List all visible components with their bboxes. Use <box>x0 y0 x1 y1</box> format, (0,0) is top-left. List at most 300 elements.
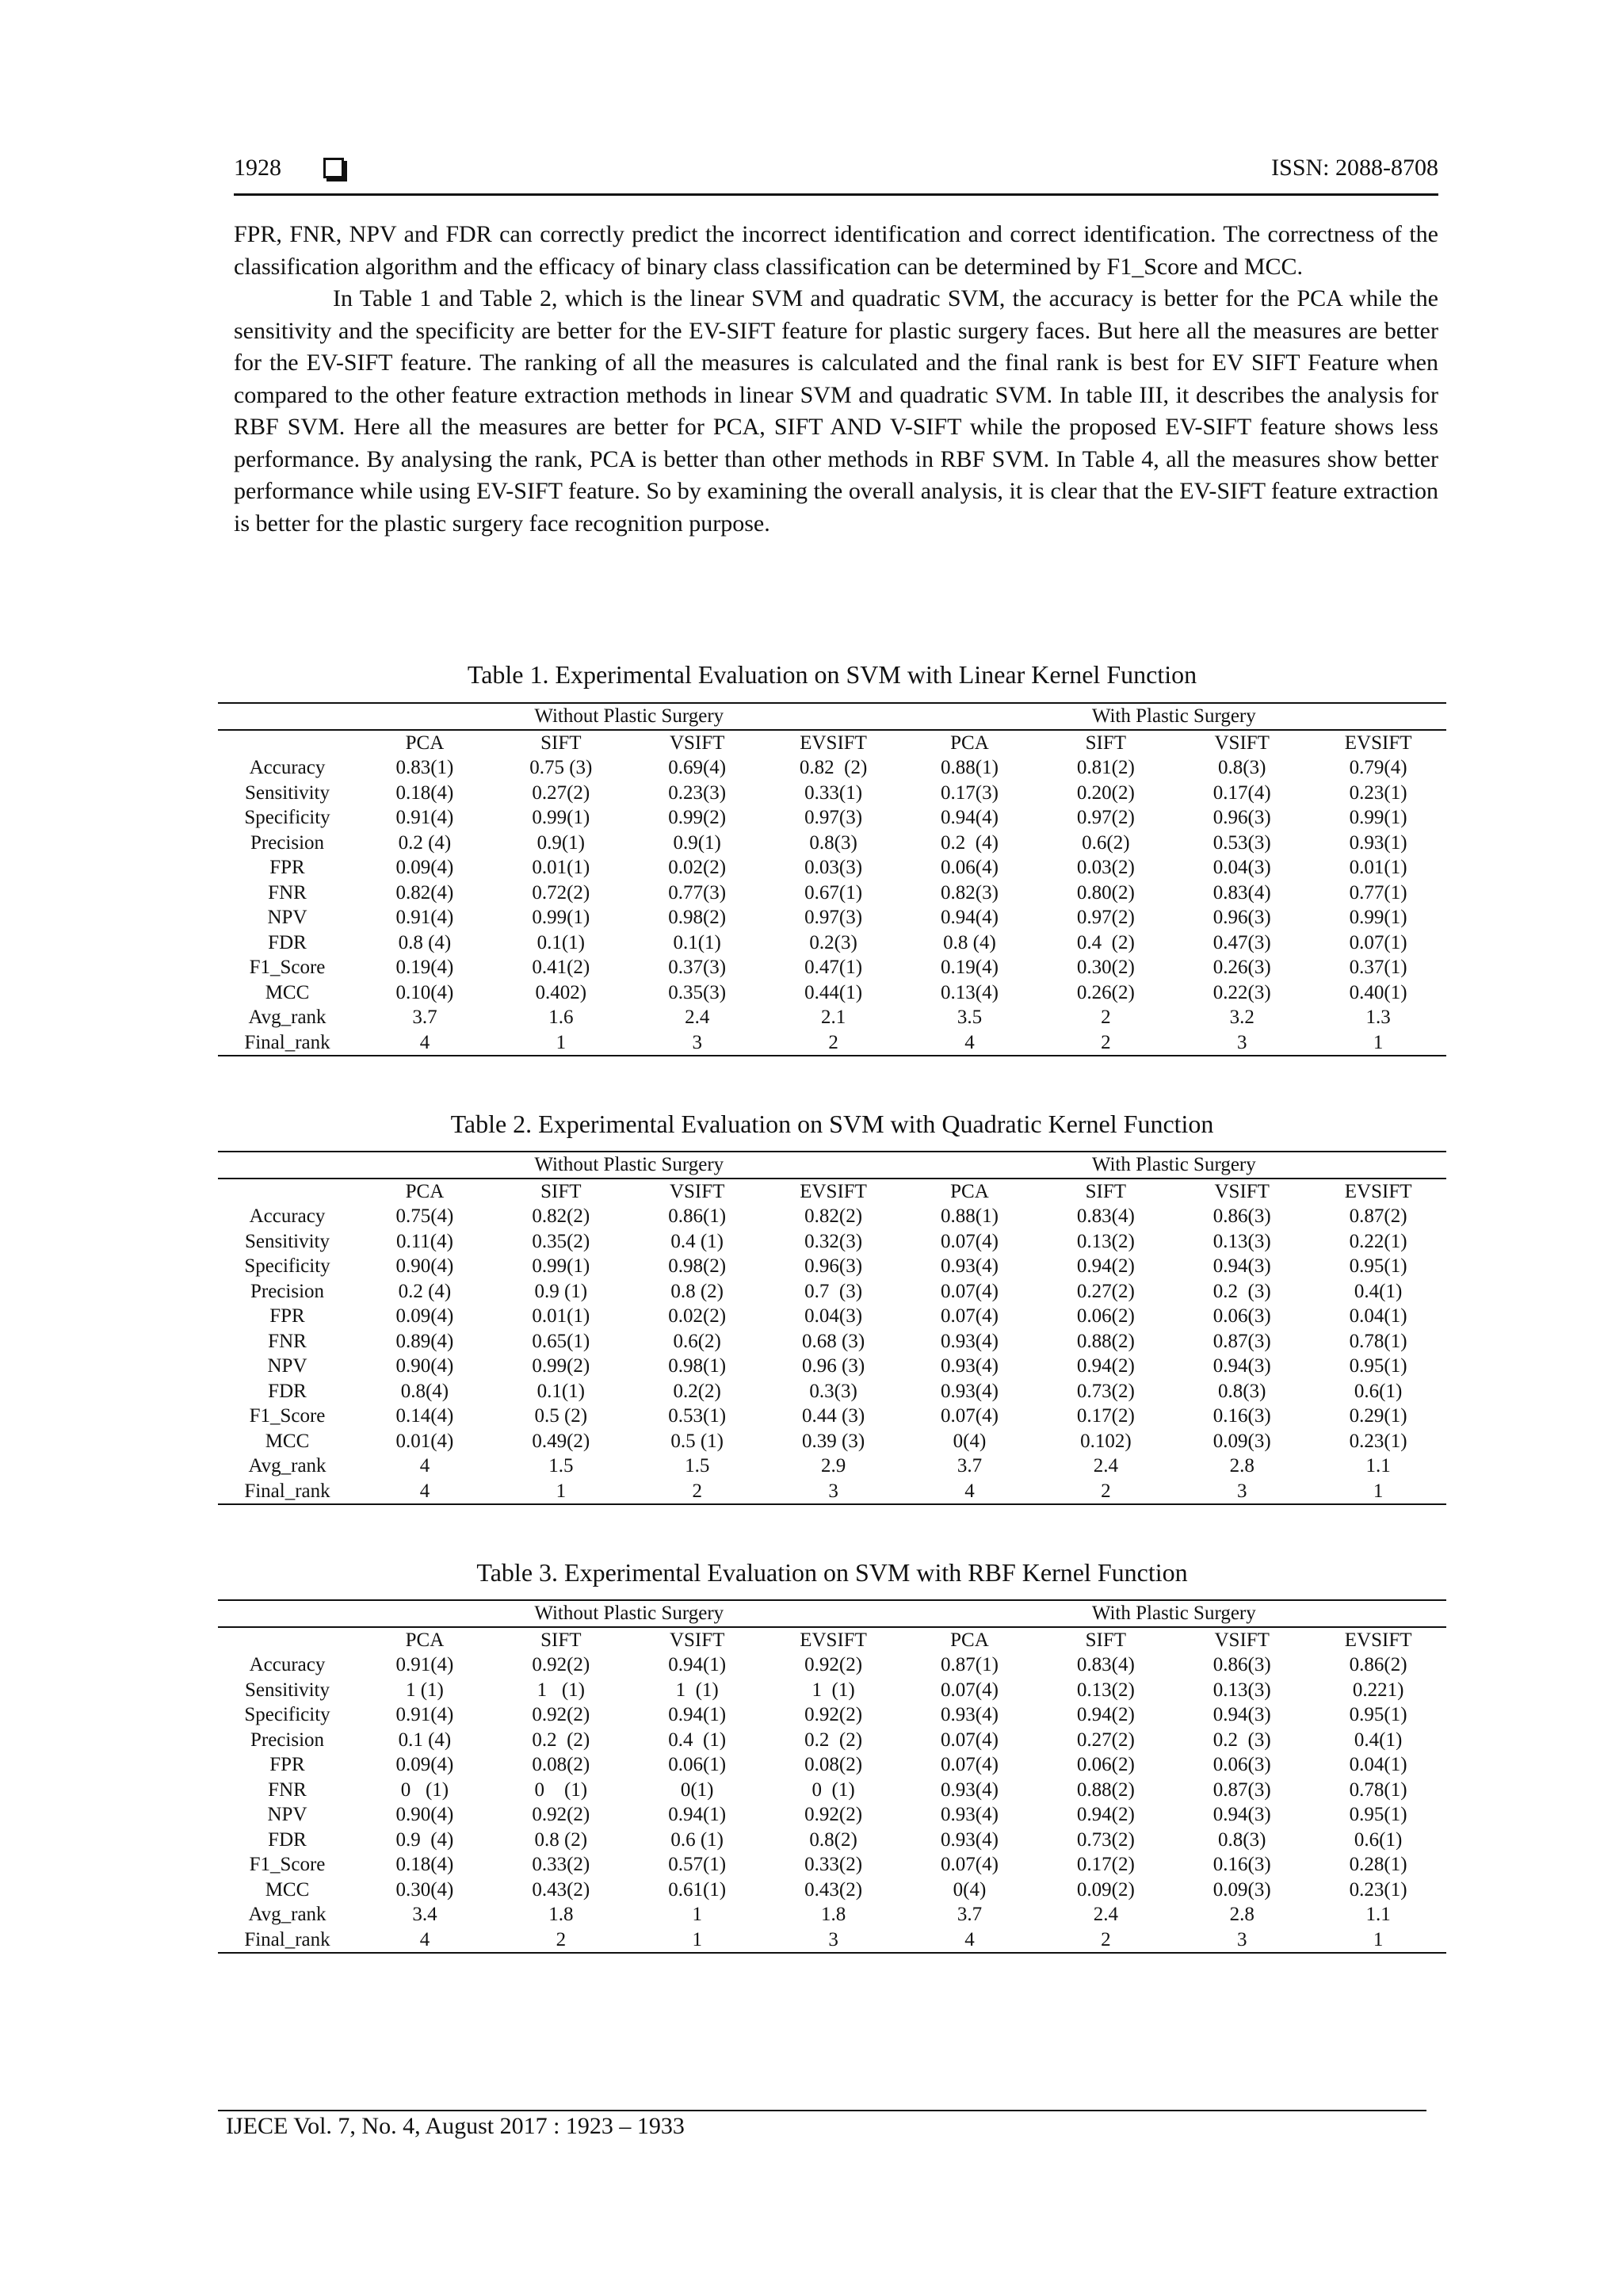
row-label: Specificity <box>244 1255 330 1277</box>
table-cell: 3.5 <box>957 1007 983 1028</box>
table-cell: 0.99(1) <box>532 907 590 928</box>
table-cell: 3.4 <box>412 1904 437 1925</box>
table-cell: 1.8 <box>820 1904 846 1925</box>
table-row <box>218 1479 1446 1505</box>
table-cell: 0.93(4) <box>941 1828 999 1851</box>
table-cell: 0.01(1) <box>532 1305 590 1327</box>
table-cell: 0.92(2) <box>532 1804 590 1825</box>
table-cell: 0.6(2) <box>1082 831 1130 854</box>
table-cell: 2 <box>1037 1030 1174 1056</box>
table-caption: Table 2. Experimental Evaluation on SVM with Quadratic Kernel Function <box>450 1110 1214 1138</box>
table-cell: 0.87(3) <box>1212 1330 1271 1352</box>
column-header: PCA <box>950 1629 989 1651</box>
table-cell: 0.86(3) <box>1212 1654 1271 1675</box>
results-table <box>218 1151 1446 1505</box>
table-cell: 0.91(4) <box>395 1654 454 1675</box>
table-cell: 0.19(4) <box>395 957 454 978</box>
table-row <box>218 1752 1446 1778</box>
column-header: EVSIFT <box>800 1629 867 1651</box>
table-cell: 0.17(4) <box>1212 781 1271 804</box>
results-table <box>218 1599 1446 1954</box>
table-cell: 0.87(2) <box>1349 1205 1407 1227</box>
table-cell: 0.04(3) <box>804 1305 863 1327</box>
table-cell: 0.94(3) <box>1212 1255 1271 1277</box>
table-cell: 0.90(4) <box>395 1804 454 1825</box>
table-cell: 0.4 (2) <box>1076 931 1135 953</box>
table-row <box>218 1254 1446 1279</box>
table-cell: 0.99(1) <box>1349 907 1407 928</box>
table-cell: 0.82(2) <box>804 1205 863 1227</box>
row-label: Sensitivity <box>245 1679 330 1701</box>
table-cell: 0.72(2) <box>532 881 590 904</box>
table-cell: 0.8(3) <box>1218 1380 1266 1402</box>
table-cell: 0.33(2) <box>532 1854 590 1875</box>
issn-label: ISSN: 2088-8708 <box>1271 155 1438 181</box>
table-cell: 0.94(3) <box>1212 1704 1271 1725</box>
table-cell: 0.91(4) <box>395 807 454 828</box>
table-row <box>218 1927 1446 1954</box>
table-cell: 0.68 (3) <box>802 1330 865 1352</box>
table-cell: 0.1(1) <box>673 931 721 953</box>
table-cell: 2 <box>629 1479 766 1505</box>
table-cell: 0.9 (4) <box>395 1828 454 1851</box>
table-cell: 0.07(4) <box>941 1230 999 1252</box>
table-cell: 0.02(2) <box>668 1305 727 1327</box>
table-cell: 0.28(1) <box>1349 1854 1407 1875</box>
row-label: MCC <box>265 981 310 1003</box>
table-cell: 0.82(2) <box>532 1205 590 1227</box>
table-cell: 0.09(4) <box>395 1754 454 1775</box>
square-bullet-icon <box>323 158 344 178</box>
table-cell: 0.2(2) <box>673 1380 721 1402</box>
table-cell: 0.99(1) <box>1349 807 1407 828</box>
column-header: VSIFT <box>1214 1629 1270 1651</box>
table-cell: 0.6(1) <box>1354 1828 1403 1851</box>
paragraph: In Table 1 and Table 2, which is the linear SVM and quadratic SVM, the accuracy is better for the PCA while the sensitivity and the specificity are better for the EV-SIFT feature for plastic surgery faces. But here all the measures are better for the EV-SIFT feature. The ranking of all the measures is calculated and the final rank is best for EV SIFT Feature when compared to the other feature extraction methods in linear SVM and quadratic SVM. In table III, it describes the analysis for RBF SVM. Here all the measures are better for PCA, SIFT AND V-SIFT while the proposed EV-SIFT feature shows less performance. By analysing the rank, PCA is better than other methods in RBF SVM. In Table 4, all the measures show better performance while using EV-SIFT feature. So by examining the overall analysis, it is clear that the EV-SIFT feature extraction is better for the plastic surgery face recognition purpose. <box>234 285 1438 537</box>
table-cell: 0.39 (3) <box>802 1430 865 1452</box>
table-cell: 0.8 (4) <box>943 931 996 953</box>
table-cell: 0.81(2) <box>1076 757 1135 778</box>
table-cell: 0.96(3) <box>1212 907 1271 928</box>
table-cell: 0.19(4) <box>941 957 999 978</box>
paragraph: FPR, FNR, NPV and FDR can correctly predict the incorrect identification and correct identification. The correctness of the classification algorithm and the efficacy of binary class classification can be determined by F1_Score and MCC. <box>234 221 1438 280</box>
table-cell: 3 <box>766 1479 902 1505</box>
table-cell: 0.92(2) <box>804 1704 863 1725</box>
column-header: SIFT <box>1085 1180 1127 1202</box>
table-row <box>218 1429 1446 1454</box>
table-cell: 0.35(2) <box>532 1230 590 1252</box>
table-row <box>218 1229 1446 1255</box>
table-cell: 0.07(4) <box>941 1280 999 1302</box>
table-cell: 0.13(2) <box>1076 1679 1135 1701</box>
table-cell: 0.83(4) <box>1076 1654 1135 1675</box>
table-cell: 0.13(4) <box>941 981 999 1003</box>
table-cell: 1 <box>629 1927 766 1954</box>
column-header: EVSIFT <box>1344 1180 1412 1202</box>
table-cell: 0.2 (2) <box>532 1729 590 1751</box>
table-cell: 1 <box>692 1904 702 1925</box>
table-cell: 0.80(2) <box>1076 881 1135 904</box>
table-cell: 0.04(3) <box>1212 857 1271 878</box>
table-cell: 0.1 (4) <box>398 1729 452 1751</box>
table-cell: 0.95(1) <box>1349 1355 1407 1377</box>
table-cell: 0.33(1) <box>804 781 863 804</box>
table-cell: 0.07(4) <box>941 1854 999 1875</box>
table-cell: 0.94(1) <box>668 1704 727 1725</box>
table-cell: 0.92(2) <box>532 1654 590 1675</box>
footer-citation: IJECE Vol. 7, No. 4, August 2017 : 1923 – 1933 <box>226 2113 685 2139</box>
table-cell: 0.97(2) <box>1076 807 1135 828</box>
table-cell: 0.95(1) <box>1349 1804 1407 1825</box>
table-cell: 0.9(1) <box>537 831 586 854</box>
row-label: FNR <box>268 1330 307 1352</box>
table-cell: 0.92(2) <box>804 1654 863 1675</box>
group-header-without: Without Plastic Surgery <box>357 1152 902 1179</box>
table-cell: 0.94(3) <box>1212 1804 1271 1825</box>
table-row <box>218 1030 1446 1056</box>
table-cell: 0.75(4) <box>395 1205 454 1227</box>
table-cell: 0.93(4) <box>941 1330 999 1352</box>
table-cell: 0.30(4) <box>395 1878 454 1901</box>
table-cell: 0.92(2) <box>804 1804 863 1825</box>
table-cell: 0 (1) <box>812 1778 855 1801</box>
table-cell: 1.6 <box>548 1007 574 1028</box>
table-cell: 0.83(4) <box>1212 881 1271 904</box>
table-cell: 4 <box>419 1455 430 1477</box>
table-cell: 2 <box>1037 1927 1174 1954</box>
table-cell: 0.03(3) <box>804 857 863 878</box>
table-row <box>218 1778 1446 1803</box>
table-row <box>218 1005 1446 1030</box>
column-header: PCA <box>950 732 989 754</box>
table-cell: 0.09(4) <box>395 857 454 878</box>
table-cell: 0.4 (1) <box>668 1729 727 1751</box>
table-cell: 0.67(1) <box>804 881 863 904</box>
table-cell: 4 <box>902 1030 1038 1056</box>
table-cell: 0.93(4) <box>941 1380 999 1402</box>
column-header: VSIFT <box>1214 1180 1270 1202</box>
table-cell: 0.93(4) <box>941 1704 999 1725</box>
table-cell: 3 <box>1174 1479 1310 1505</box>
table-cell: 0.89(4) <box>395 1330 454 1352</box>
table-cell: 0.75 (3) <box>529 757 593 778</box>
table-cell: 3 <box>1174 1927 1310 1954</box>
row-label: Avg_rank <box>248 1007 327 1028</box>
table-cell: 0.9 (1) <box>534 1280 588 1302</box>
table-cell: 0(1) <box>680 1778 714 1801</box>
table-cell: 0.8(3) <box>1218 1828 1266 1851</box>
table-cell: 0.37(3) <box>668 957 727 978</box>
table-cell: 0.4 (1) <box>670 1230 724 1252</box>
table-cell: 0.69(4) <box>668 757 727 778</box>
column-header: EVSIFT <box>1344 1629 1412 1651</box>
table-cell: 0.94(4) <box>941 907 999 928</box>
table-cell: 0.44(1) <box>804 981 863 1003</box>
table-cell: 0.2 (4) <box>398 1280 452 1302</box>
table-cell: 0.1(1) <box>537 1380 586 1402</box>
table-cell: 0.43(2) <box>532 1878 590 1901</box>
table-cell: 0.7 (3) <box>804 1280 863 1302</box>
table-cell: 1 (1) <box>405 1679 444 1701</box>
column-header: VSIFT <box>669 732 725 754</box>
group-header-with: With Plastic Surgery <box>902 1600 1447 1627</box>
table-cell: 0.83(1) <box>395 757 454 778</box>
table-cell: 0.86(2) <box>1349 1654 1407 1675</box>
row-label: Accuracy <box>249 1205 326 1227</box>
row-label: Precision <box>250 1280 325 1302</box>
table-cell: 2 <box>1037 1479 1174 1505</box>
table-cell: 0.86(1) <box>668 1205 727 1227</box>
table-row <box>218 1304 1446 1329</box>
table-cell: 0.88(2) <box>1076 1778 1135 1801</box>
table-cell: 0.2 (4) <box>398 831 452 854</box>
column-header: PCA <box>950 1180 989 1202</box>
column-header: VSIFT <box>669 1629 725 1651</box>
table-cell: 0.82(3) <box>941 881 999 904</box>
table-cell: 0.01(1) <box>1349 857 1407 878</box>
row-label: Final_rank <box>218 1030 357 1056</box>
table-cell: 0.06(1) <box>668 1754 727 1775</box>
table-row <box>218 1728 1446 1753</box>
table-cell: 0.6(1) <box>1354 1380 1403 1402</box>
table-row <box>218 855 1446 881</box>
table-cell: 0.13(2) <box>1076 1230 1135 1252</box>
table-row <box>218 1204 1446 1229</box>
table-cell: 0.06(3) <box>1212 1754 1271 1775</box>
table-cell: 0.94(2) <box>1076 1255 1135 1277</box>
table-row <box>218 881 1446 906</box>
table-cell: 0.1(1) <box>537 931 586 953</box>
table-cell: 0.47(3) <box>1212 931 1271 953</box>
column-header: SIFT <box>540 1629 582 1651</box>
table-cell: 0.20(2) <box>1076 781 1135 804</box>
table-cell: 4 <box>357 1479 493 1505</box>
group-header-with: With Plastic Surgery <box>902 703 1447 730</box>
table-cell: 0 (1) <box>400 1778 449 1801</box>
table-cell: 0.22(1) <box>1349 1230 1407 1252</box>
table-cell: 0.8(2) <box>809 1828 857 1851</box>
table-cell: 0.27(2) <box>1076 1729 1135 1751</box>
table-cell: 0.88(2) <box>1076 1330 1135 1352</box>
row-label: FPR <box>269 857 305 878</box>
row-label: NPV <box>267 907 307 928</box>
table-cell: 0.07(4) <box>941 1679 999 1701</box>
table-cell: 3 <box>629 1030 766 1056</box>
column-header: PCA <box>405 1629 445 1651</box>
table-cell: 1.1 <box>1365 1904 1391 1925</box>
table-cell: 0.98(2) <box>668 1255 727 1277</box>
table-cell: 0.78(1) <box>1349 1778 1407 1801</box>
row-label: MCC <box>265 1430 310 1452</box>
table-row <box>218 1828 1446 1853</box>
table-cell: 0.06(2) <box>1076 1305 1135 1327</box>
row-label: Final_rank <box>218 1927 357 1954</box>
table-cell: 0.93(1) <box>1349 831 1407 854</box>
table-cell: 3.2 <box>1229 1007 1254 1028</box>
table-cell: 0.27(2) <box>532 781 590 804</box>
table-row <box>218 805 1446 831</box>
table-cell: 3 <box>766 1927 902 1954</box>
table-cell: 0.78(1) <box>1349 1330 1407 1352</box>
group-header-with: With Plastic Surgery <box>902 1152 1447 1179</box>
table-cell: 0.49(2) <box>532 1430 590 1452</box>
row-label: Avg_rank <box>248 1904 327 1925</box>
table-cell: 0.73(2) <box>1076 1380 1135 1402</box>
table-cell: 0.95(1) <box>1349 1255 1407 1277</box>
table-cell: 2 <box>493 1927 629 1954</box>
table-cell: 0.87(3) <box>1212 1778 1271 1801</box>
table-cell: 0.5 (1) <box>670 1430 724 1452</box>
row-label: Specificity <box>244 1704 330 1725</box>
table-cell: 0.09(3) <box>1212 1878 1271 1901</box>
table-cell: 0.06(2) <box>1076 1754 1135 1775</box>
table-cell: 0.91(4) <box>395 1704 454 1725</box>
row-label: F1_Score <box>249 1405 326 1427</box>
table-row <box>218 955 1446 980</box>
table-cell: 0.06(3) <box>1212 1305 1271 1327</box>
table-row <box>218 755 1446 781</box>
table-cell: 0.8 (4) <box>398 931 452 953</box>
table-cell: 0.98(1) <box>668 1355 727 1377</box>
table-cell: 0.79(4) <box>1349 757 1407 778</box>
body-text <box>234 219 1438 540</box>
table-row <box>218 1678 1446 1703</box>
table-cell: 0.16(3) <box>1212 1405 1271 1427</box>
column-header: EVSIFT <box>1344 732 1412 754</box>
table-cell: 0.94(3) <box>1212 1355 1271 1377</box>
table-cell: 0.43(2) <box>804 1878 863 1901</box>
table-cell: 0.94(2) <box>1076 1804 1135 1825</box>
table-cell: 0.37(1) <box>1349 957 1407 978</box>
table-cell: 0.04(1) <box>1349 1754 1407 1775</box>
table-cell: 0.2 (3) <box>1212 1280 1271 1302</box>
table-cell: 0.6 (1) <box>670 1828 724 1851</box>
row-label: Accuracy <box>249 1654 326 1675</box>
table-cell: 0.8(4) <box>400 1380 449 1402</box>
table-cell: 0.93(4) <box>941 1255 999 1277</box>
table-cell: 4 <box>357 1030 493 1056</box>
table-cell: 0.07(4) <box>941 1305 999 1327</box>
table-cell: 0.97(3) <box>804 907 863 928</box>
table-cell: 0.3(3) <box>809 1380 857 1402</box>
table-cell: 0.82 (2) <box>799 757 868 778</box>
table-cell: 0.01(4) <box>395 1430 454 1452</box>
column-header: VSIFT <box>1214 732 1270 754</box>
table-cell: 0.07(4) <box>941 1405 999 1427</box>
table-row <box>218 1454 1446 1479</box>
table-cell: 0.11(4) <box>395 1230 453 1252</box>
table-cell: 0.53(1) <box>668 1405 727 1427</box>
column-header: SIFT <box>1085 1629 1127 1651</box>
row-label: Sensitivity <box>245 781 330 804</box>
table-cell: 2.9 <box>820 1455 846 1477</box>
table-row <box>218 781 1446 806</box>
table-cell: 0.35(3) <box>668 981 727 1003</box>
table-cell: 0.4(1) <box>1354 1729 1403 1751</box>
table-cell: 0.09(4) <box>395 1305 454 1327</box>
column-header: EVSIFT <box>800 732 867 754</box>
table-cell: 0.83(4) <box>1076 1205 1135 1227</box>
table-cell: 3.7 <box>957 1904 983 1925</box>
table-cell: 0.17(2) <box>1076 1854 1135 1875</box>
table-cell: 0.95(1) <box>1349 1704 1407 1725</box>
table-cell: 0.2 (3) <box>1212 1729 1271 1751</box>
table-cell: 0.16(3) <box>1212 1854 1271 1875</box>
table-cell: 0.2 (4) <box>941 831 999 854</box>
table-cell: 0.99(2) <box>532 1355 590 1377</box>
column-header: PCA <box>405 1180 445 1202</box>
table-cell: 0.18(4) <box>395 1854 454 1875</box>
table-cell: 0.13(3) <box>1212 1230 1271 1252</box>
table-cell: 0.29(1) <box>1349 1405 1407 1427</box>
table-cell: 0.4(1) <box>1354 1280 1403 1302</box>
table-cell: 2.4 <box>1093 1455 1118 1477</box>
footer-divider <box>218 2110 1426 2111</box>
table-cell: 0.86(3) <box>1212 1205 1271 1227</box>
table-cell: 0.98(2) <box>668 907 727 928</box>
table-row <box>218 1329 1446 1354</box>
table-cell: 0.6(2) <box>673 1330 721 1352</box>
table-cell: 0.77(1) <box>1349 881 1407 904</box>
table-cell: 1 <box>493 1030 629 1056</box>
table-row <box>218 1902 1446 1927</box>
table-cell: 1 <box>1310 1927 1446 1954</box>
table-cell: 0.97(2) <box>1076 907 1135 928</box>
table-cell: 0.99(1) <box>532 1255 590 1277</box>
table-cell: 0.402) <box>535 981 587 1003</box>
table-row <box>218 1354 1446 1379</box>
table-cell: 0.26(3) <box>1212 957 1271 978</box>
table-cell: 0.92(2) <box>532 1704 590 1725</box>
row-label: FPR <box>269 1305 305 1327</box>
table-cell: 0.2 (2) <box>804 1729 863 1751</box>
table-cell: 0.17(3) <box>941 781 999 804</box>
column-header: PCA <box>405 732 445 754</box>
table-cell: 0.9(1) <box>673 831 721 854</box>
table-cell: 0.17(2) <box>1076 1405 1135 1427</box>
table-cell: 0.91(4) <box>395 907 454 928</box>
table-cell: 0.93(4) <box>941 1778 999 1801</box>
table-row <box>218 1878 1446 1903</box>
table-cell: 2.1 <box>820 1007 846 1028</box>
table-cell: 0.08(2) <box>804 1754 863 1775</box>
table-cell: 0.88(1) <box>941 757 999 778</box>
table-cell: 0.221) <box>1352 1679 1404 1701</box>
table-cell: 0.73(2) <box>1076 1828 1135 1851</box>
column-header: EVSIFT <box>800 1180 867 1202</box>
table-cell: 1 <box>1310 1479 1446 1505</box>
table-cell: 0.47(1) <box>804 957 863 978</box>
table-cell: 2.8 <box>1229 1904 1254 1925</box>
table-cell: 1 (1) <box>812 1679 855 1701</box>
table-cell: 0.90(4) <box>395 1355 454 1377</box>
row-label: FDR <box>268 1380 307 1402</box>
table-row <box>218 1279 1446 1305</box>
table-cell: 1.8 <box>548 1904 574 1925</box>
table-cell: 0.99(1) <box>532 807 590 828</box>
table-cell: 1 (1) <box>537 1679 586 1701</box>
table-cell: 0.2(3) <box>809 931 857 953</box>
table-cell: 0.96(3) <box>1212 807 1271 828</box>
table-cell: 0.08(2) <box>532 1754 590 1775</box>
table-cell: 0.93(4) <box>941 1804 999 1825</box>
table-cell: 0.23(1) <box>1349 1430 1407 1452</box>
table-cell: 0.07(4) <box>941 1754 999 1775</box>
table-row <box>218 1702 1446 1728</box>
table-cell: 4 <box>902 1927 1038 1954</box>
table-cell: 0.32(3) <box>804 1230 863 1252</box>
row-label: NPV <box>267 1355 307 1377</box>
